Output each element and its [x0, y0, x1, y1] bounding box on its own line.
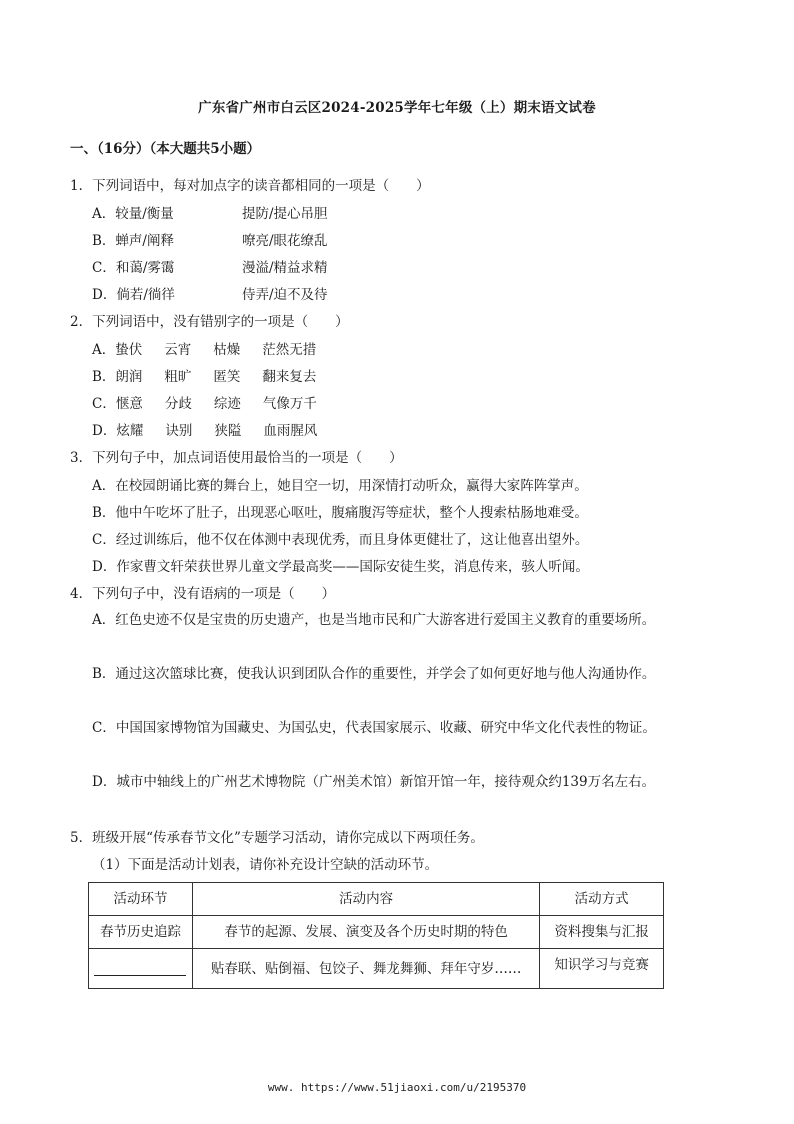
word: 蛰伏	[115, 342, 143, 358]
option-label: D．	[92, 287, 117, 303]
q4-option-d: D．城市中轴线上的广州艺术博物院（广州美术馆）新馆开馆一年，接待观众约139万名左右。	[92, 774, 656, 790]
word: 云宵	[164, 342, 192, 358]
option-label: B．	[92, 233, 116, 249]
option-left: 较量/衡量	[115, 206, 174, 222]
option-left: 和蔼/雾霭	[115, 260, 175, 276]
table-header-cell: 活动内容	[192, 883, 539, 916]
option-label: C．	[92, 396, 116, 412]
word: 气像万千	[262, 396, 317, 412]
option-label: B．	[92, 369, 116, 385]
q2-option-a	[92, 340, 338, 360]
q3-option-c: C．经过训练后，他不仅在体测中表现优秀，而且身体更健壮了，这让他喜出望外。	[92, 532, 589, 548]
word: 诀别	[165, 423, 193, 439]
q1-option-c	[92, 258, 328, 278]
q2-option-b	[92, 367, 338, 387]
table-header-cell: 活动环节	[89, 883, 193, 916]
q2-option-d	[92, 421, 339, 441]
word: 综迹	[213, 396, 241, 412]
q5-sub1: （1）下面是活动计划表，请你补充设计空缺的活动环节。	[92, 857, 439, 873]
q3-option-a: A．在校园朗诵比赛的舞台上，她目空一切，用深情打动听众，赢得大家阵阵掌声。	[92, 478, 588, 494]
q3-option-d: D．作家曹文轩荣获世界儿童文学最高奖——国际安徒生奖，消息传来，骇人听闻。	[92, 559, 589, 575]
word: 炫耀	[116, 423, 144, 439]
q2-option-c	[92, 394, 339, 414]
table-header-cell: 活动方式	[540, 883, 664, 916]
table-cell: 知识学习与竞赛	[540, 949, 664, 989]
option-right: 提防/提心吊胆	[242, 206, 328, 222]
table-row	[89, 949, 664, 989]
table-cell: 春节历史追踪	[89, 916, 193, 949]
exam-title: 广东省广州市白云区2024-2025学年七年级（上）期末语文试卷	[198, 100, 596, 116]
word: 翻来复去	[262, 369, 317, 385]
q1-option-a	[92, 204, 328, 224]
table-row	[89, 916, 664, 949]
option-label: A．	[92, 342, 116, 358]
table-cell: 资料搜集与汇报	[540, 916, 664, 949]
q1-option-d	[92, 285, 328, 305]
word: 狭隘	[214, 423, 242, 439]
q4-option-a: A．红色史迹不仅是宝贵的历史遗产，也是当地市民和广大游客进行爱国主义教育的重要场所。	[92, 612, 656, 628]
word: 枯燥	[213, 342, 241, 358]
activity-plan-table	[88, 882, 664, 989]
option-left: 蝉声/阐释	[115, 233, 174, 249]
option-label: D．	[92, 423, 117, 439]
word: 朗润	[115, 369, 143, 385]
option-right: 嘹亮/眼花缭乱	[242, 233, 328, 249]
q4-stem: 4．下列句子中，没有语病的一项是（ ）	[70, 586, 336, 602]
option-right: 侍弄/迫不及待	[242, 287, 328, 303]
table-header-row	[89, 883, 664, 916]
word: 茫然无措	[262, 342, 317, 358]
q2-stem: 2．下列词语中，没有错别字的一项是（ ）	[70, 314, 349, 330]
q1-option-b	[92, 231, 328, 251]
table-cell: 贴春联、贴倒福、包饺子、舞龙舞狮、拜年守岁……	[192, 949, 539, 989]
table-cell: 春节的起源、发展、演变及各个历史时期的特色	[192, 916, 539, 949]
q1-stem: 1．下列词语中，每对加点字的读音都相同的一项是（ ）	[70, 178, 430, 194]
q3-stem: 3．下列句子中，加点词语使用最恰当的一项是（ ）	[70, 450, 403, 466]
section-heading: 一、（16分）（本大题共5小题）	[70, 141, 261, 157]
word: 匿笑	[213, 369, 241, 385]
word: 血雨腥风	[263, 423, 318, 439]
q4-option-b: B．通过这次篮球比赛，使我认识到团队合作的重要性，并学会了如何更好地与他人沟通协作。	[92, 666, 656, 682]
word: 惬意	[115, 396, 143, 412]
q4-option-c: C．中国国家博物馆为国藏史、为国弘史，代表国家展示、收藏、研究中华文化代表性的物证。	[92, 720, 656, 736]
answer-blank[interactable]	[94, 959, 186, 976]
q3-option-b: B．他中午吃坏了肚子，出现恶心呕吐，腹痛腹泻等症状，整个人搜索枯肠地难受。	[92, 505, 588, 521]
footer-watermark: www. https://www.51jiaoxi.com/u/2195370	[267, 1081, 527, 1094]
option-label: C．	[92, 260, 116, 276]
word: 粗旷	[164, 369, 192, 385]
option-label: A．	[92, 206, 116, 222]
word: 分歧	[164, 396, 192, 412]
answer-blank-cell[interactable]	[89, 949, 193, 989]
option-left: 倘若/徜徉	[116, 287, 175, 303]
q5-stem: 5．班级开展“传承春节文化”专题学习活动，请你完成以下两项任务。	[70, 830, 484, 846]
option-right: 漫溢/精益求精	[242, 260, 328, 276]
